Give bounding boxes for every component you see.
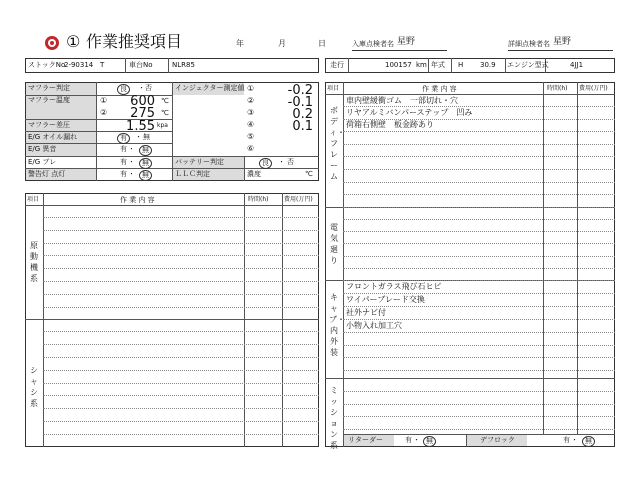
injector-6-no: ⑥ [247,144,255,153]
section-electric: 電気廻り [330,223,338,265]
chassis-value: NLR85 [172,61,195,69]
ruling-line [343,319,615,320]
left-col-cost: 費用(万円) [284,196,313,203]
mileage-value: 100157 [385,61,412,69]
ruling-line [343,332,615,333]
section-body-frame: ボディ・フレーム [329,106,345,181]
ruling-line [343,370,615,371]
muffler-judge-label: マフラー判定 [28,84,70,92]
ruling-line [43,268,319,269]
llc-unit: ℃ [305,170,313,178]
right-col-item: 項目 [327,85,340,92]
muffler-judge-bad: 否 [145,84,152,92]
temp1-value: 600 [130,94,155,109]
company-logo [45,36,59,50]
cab-item-3: 社外ナビ付 [346,308,386,317]
retarder-yes: 有 [405,436,412,444]
oil-leak-label: E/G オイル漏れ [28,133,78,141]
muffler-judge-sep: ・ [138,84,145,92]
temp2-value: 275 [130,106,155,121]
battery-good: 良 [259,158,272,169]
date-month-label: 月 [278,39,286,48]
ruling-line [43,370,319,371]
cab-item-1: フロントガラス飛び石ヒビ [346,282,442,291]
ruling-line [343,219,615,220]
warning-yes: 有 [120,170,127,178]
retarder-label: リターダー [348,436,383,444]
ruling-line [343,194,615,195]
ruling-line [343,429,615,430]
warning-lamp-label: 警告灯 点灯 [28,170,66,178]
page-title: 作業推奨項目 [86,32,183,51]
injector-5-no: ⑤ [247,132,255,141]
ruling-line [43,383,319,384]
injector-1-value: -0.2 [287,83,313,98]
ruling-line [343,256,615,257]
ruling-line [343,293,615,294]
llc-label: ＬＬＣ判定 [175,170,210,178]
ruling-line [343,268,615,269]
engine-type-label: エンジン型式 [507,61,549,69]
shake-no: 無 [139,158,152,169]
ruling-line [43,243,319,244]
ruling-line [43,344,319,345]
llc-conc-label: 濃度 [247,170,261,178]
temp1-unit: ℃ [161,97,169,105]
ruling-line [43,395,319,396]
noise-label: E/G 異音 [28,145,57,153]
ruling-line [43,357,319,358]
stock-suffix: T [100,61,105,69]
ruling-line [343,345,615,346]
ruling-line [43,217,319,218]
ruling-line [343,306,615,307]
battery-label: バッテリー判定 [175,158,224,166]
shake-label: E/G ブレ [28,158,57,166]
injector-2-value: -0.1 [287,95,313,110]
right-col-cost: 費用(万円) [579,85,608,92]
oil-leak-sep: ・ [135,133,142,141]
ruling-line [343,391,615,392]
ruling-line [43,255,319,256]
left-col-work: 作 業 内 容 [120,196,155,204]
left-col-item: 項目 [27,196,40,203]
temp2-number: ② [100,108,108,117]
stock-value: 2-90314 [64,61,94,69]
muffler-diff-unit: kpa [157,122,168,129]
ruling-line [43,408,319,409]
ruling-line [343,156,615,157]
ruling-line [343,131,615,132]
ruling-line [343,280,615,281]
ruling-line [343,231,615,232]
entry-inspector-name: 星野 [397,37,416,47]
ruling-line [343,207,615,208]
stock-label: ストックNo [28,61,66,69]
title-number: ① [66,32,81,51]
body-item-1: 車内壁緩衝ゴム 一部切れ・穴 [346,96,458,105]
ruling-line [343,243,615,244]
right-col-time: 時間(h) [547,85,568,92]
right-work-table [325,82,615,447]
ruling-line [343,169,615,170]
ruling-line [343,404,615,405]
warning-no: 無 [139,170,152,181]
shake-sep: ・ [128,158,135,166]
section-engine: 原動機系 [30,241,38,283]
mileage-unit: km [416,61,427,69]
cab-item-4: 小物入れ加工穴 [346,321,402,330]
injector-label: インジェクター測定値 [175,84,245,92]
body-item-2: リヤアルミバンパーステップ 凹み [346,108,473,117]
injector-2-no: ② [247,96,255,105]
ruling-line [343,357,615,358]
entry-inspector-label: 入庫点検者名 [352,40,394,48]
shake-yes: 有 [120,158,127,166]
engine-type-value: 4JJ1 [570,61,584,69]
noise-no: 無 [139,145,152,156]
temp2-unit: ℃ [161,109,169,117]
difflock-no: 無 [582,436,595,447]
year-model-label: 年式 [431,61,445,69]
right-col-work: 作 業 内 容 [422,85,457,93]
section-cab: キャブ・内外装 [329,293,345,357]
noise-sep: ・ [128,145,135,153]
left-col-time: 時間(h) [248,196,269,203]
injector-4-value: 0.1 [292,119,313,134]
cab-item-2: ワイパーブレード交換 [346,295,425,304]
ruling-line [343,119,615,120]
muffler-diff-label: マフラー差圧 [28,121,70,129]
detail-inspector-name: 星野 [553,37,572,47]
injector-1-no: ① [247,84,255,93]
injector-3-value: 0.2 [292,107,313,122]
ruling-line [343,182,615,183]
ruling-line [43,331,319,332]
injector-4-no: ④ [247,120,255,129]
body-item-3: 荷箱右側壁 板金跡あり [346,120,434,129]
muffler-temp-label: マフラー温度 [28,96,70,104]
muffler-judge-good: 良 [117,84,130,95]
ruling-line [43,421,319,422]
ruling-line [343,416,615,417]
ruling-line [43,230,319,231]
difflock-yes: 有 [563,436,570,444]
year-era: H [458,61,464,69]
section-chassis: シャシ系 [30,366,38,408]
temp1-number: ① [100,96,108,105]
date-year-label: 年 [236,39,244,48]
noise-yes: 有 [120,145,127,153]
oil-leak-yes: 有 [117,133,130,144]
ruling-line [43,281,319,282]
muffler-diff-value: 1.55 [126,119,155,134]
ruling-line [43,307,319,308]
warning-sep: ・ [128,170,135,178]
oil-leak-no: 無 [143,133,150,141]
injector-3-no: ③ [247,108,255,117]
date-day-label: 日 [318,39,326,48]
ruling-line [343,144,615,145]
mileage-label: 走行 [330,61,344,69]
battery-bad: 否 [287,158,294,166]
ruling-line [43,434,319,435]
ruling-line [43,294,319,295]
chassis-label: 車台No [129,61,153,69]
detail-inspector-label: 詳細点検者名 [508,40,550,48]
ruling-line [343,106,615,107]
difflock-label: デフロック [480,436,515,444]
retarder-no: 無 [423,436,436,447]
retarder-sep: ・ [413,436,420,444]
section-mission: ミッション系 [330,386,338,450]
battery-sep: ・ [278,158,285,166]
year-model-value: 30.9 [480,61,496,69]
difflock-sep: ・ [571,436,578,444]
